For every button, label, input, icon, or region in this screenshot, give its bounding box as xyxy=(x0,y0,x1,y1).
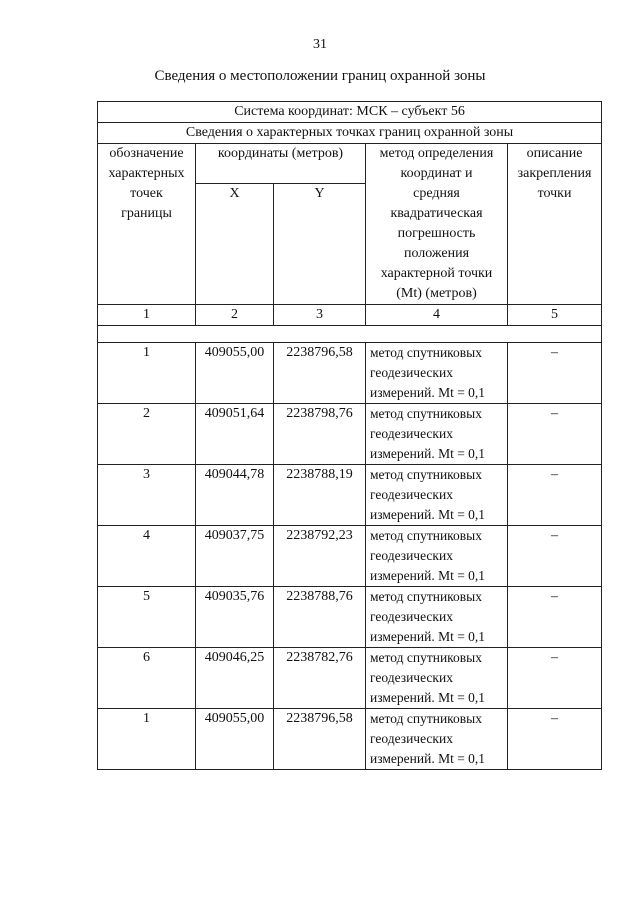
empty-separator-row xyxy=(98,326,602,343)
method-cell: метод спутниковых геодезических измерений. Mt = 0,1 xyxy=(366,648,508,709)
coordinate-system-row: Система координат: МСК – субъект 56 xyxy=(98,102,602,123)
table-row xyxy=(98,648,602,709)
description-cell: – xyxy=(508,709,602,770)
y-cell: 2238792,23 xyxy=(274,526,366,587)
point-cell: 1 xyxy=(98,343,196,404)
column-number-1: 1 xyxy=(98,305,196,326)
y-cell: 2238782,76 xyxy=(274,648,366,709)
column-number-5: 5 xyxy=(508,305,602,326)
x-cell: 409055,00 xyxy=(196,343,274,404)
point-cell: 6 xyxy=(98,648,196,709)
page-title: Сведения о местоположении границ охранной зоны xyxy=(154,68,486,84)
table-row xyxy=(98,709,602,770)
description-cell: – xyxy=(508,526,602,587)
table-row xyxy=(98,404,602,465)
column-number-2: 2 xyxy=(196,305,274,326)
boundary-points-table xyxy=(97,101,602,770)
description-cell: – xyxy=(508,404,602,465)
x-cell: 409044,78 xyxy=(196,465,274,526)
header-point-designation: обозначение характерных точек границы xyxy=(98,144,196,305)
method-cell: метод спутниковых геодезических измерений. Mt = 0,1 xyxy=(366,709,508,770)
point-cell: 5 xyxy=(98,587,196,648)
header-y: Y xyxy=(274,184,366,305)
header-coordinates: координаты (метров) xyxy=(196,144,366,184)
x-cell: 409037,75 xyxy=(196,526,274,587)
x-cell: 409046,25 xyxy=(196,648,274,709)
method-cell: метод спутниковых геодезических измерений. Mt = 0,1 xyxy=(366,587,508,648)
point-cell: 3 xyxy=(98,465,196,526)
table-row xyxy=(98,587,602,648)
method-cell: метод спутниковых геодезических измерений. Mt = 0,1 xyxy=(366,404,508,465)
y-cell: 2238788,76 xyxy=(274,587,366,648)
method-cell: метод спутниковых геодезических измерений. Mt = 0,1 xyxy=(366,526,508,587)
section-title-row: Сведения о характерных точках границ охранной зоны xyxy=(98,123,602,144)
x-cell: 409035,76 xyxy=(196,587,274,648)
header-description: описание закрепления точки xyxy=(508,144,602,305)
method-cell: метод спутниковых геодезических измерений. Mt = 0,1 xyxy=(366,343,508,404)
y-cell: 2238796,58 xyxy=(274,709,366,770)
header-x: X xyxy=(196,184,274,305)
x-cell: 409051,64 xyxy=(196,404,274,465)
y-cell: 2238796,58 xyxy=(274,343,366,404)
description-cell: – xyxy=(508,648,602,709)
description-cell: – xyxy=(508,343,602,404)
description-cell: – xyxy=(508,465,602,526)
table-row xyxy=(98,465,602,526)
column-number-3: 3 xyxy=(274,305,366,326)
y-cell: 2238788,19 xyxy=(274,465,366,526)
header-method: метод определения координат и средняя квадратическая погрешность положения характерной точки (Mt) (метров) xyxy=(366,144,508,305)
point-cell: 1 xyxy=(98,709,196,770)
method-cell: метод спутниковых геодезических измерений. Mt = 0,1 xyxy=(366,465,508,526)
column-number-4: 4 xyxy=(366,305,508,326)
point-cell: 2 xyxy=(98,404,196,465)
x-cell: 409055,00 xyxy=(196,709,274,770)
table-row xyxy=(98,526,602,587)
y-cell: 2238798,76 xyxy=(274,404,366,465)
point-cell: 4 xyxy=(98,526,196,587)
description-cell: – xyxy=(508,587,602,648)
table-row xyxy=(98,343,602,404)
page-number: 31 xyxy=(313,37,327,52)
